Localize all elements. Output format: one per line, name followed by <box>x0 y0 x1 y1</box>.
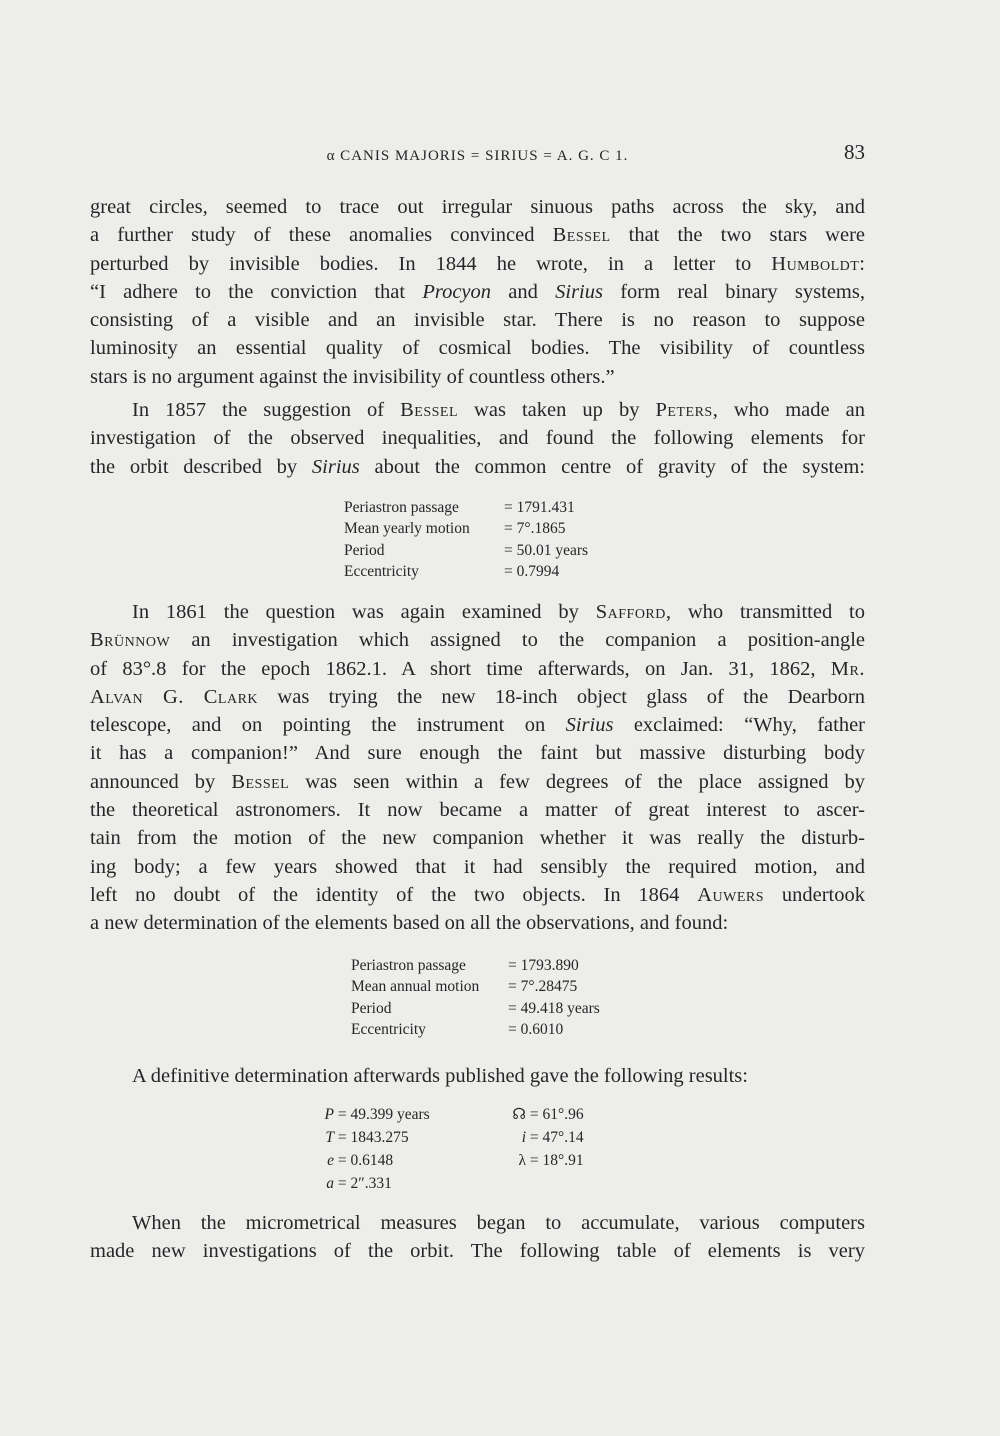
element-label: Period <box>351 999 392 1017</box>
star-sirius: Sirius <box>311 455 360 478</box>
result-value: = 61°.96 <box>529 1106 584 1123</box>
symbol-t: T <box>325 1129 334 1146</box>
element-value: = 1793.890 <box>508 957 579 974</box>
element-row <box>351 976 600 997</box>
element-row <box>351 998 600 1019</box>
name-bessel: Bessel <box>400 399 459 421</box>
text-line: perturbed by invisible bodies. In 1844 he wrote, in a letter to Humboldt: <box>90 252 865 275</box>
paragraph-safford-clark <box>90 598 865 938</box>
results-row <box>312 1172 632 1195</box>
text-line: announced by Bessel was seen within a few degrees of the place assigned by <box>90 770 865 793</box>
text-line: great circles, seemed to trace out irregular sinuous paths across the sky, and <box>90 196 865 218</box>
text-line: tain from the motion of the new companion whether it was really the disturb- <box>90 827 865 850</box>
text-line: the theoretical astronomers. It now became a matter of great interest to ascer- <box>90 799 865 822</box>
text-line: made new investigations of the orbit. The following table of elements is very <box>90 1240 865 1263</box>
element-label: Eccentricity <box>344 562 419 580</box>
name-auwers: Auwers <box>697 883 765 906</box>
name-bessel: Bessel <box>231 770 290 793</box>
element-label: Period <box>344 541 385 559</box>
text-line: “I adhere to the conviction that Procyon and Sirius form real binary systems, <box>90 280 865 303</box>
text-line: stars is no argument against the invisibility of countless others.” <box>90 365 615 388</box>
elements-table-peters <box>344 497 588 582</box>
text-line: luminosity an essential quality of cosmical bodies. The visibility of countless <box>90 337 865 360</box>
element-value: = 7°.28475 <box>508 978 578 996</box>
symbol-i: i <box>521 1129 526 1146</box>
element-label: Periastron passage <box>344 499 459 516</box>
result-value: = 18°.91 <box>529 1152 584 1169</box>
symbol-node: ☊ <box>512 1106 526 1123</box>
text-line: a further study of these anomalies convinced Bessel that the two stars were <box>90 224 865 247</box>
name-bessel: Bessel <box>552 224 611 247</box>
result-value: = 49.399 years <box>337 1106 430 1123</box>
element-value: = 49.418 years <box>508 999 600 1017</box>
paragraph-micrometrical <box>90 1209 865 1266</box>
text-line: it has a companion!” And sure enough the faint but massive disturbing body <box>90 742 865 765</box>
name-alvan-clark: Alvan G. Clark <box>90 685 259 708</box>
text-line: In 1857 the suggestion of Bessel was taken up by Peters, who made an <box>132 399 866 421</box>
results-row <box>312 1103 632 1126</box>
symbol-p: P <box>324 1106 334 1123</box>
element-row <box>344 497 588 518</box>
text-line: the orbit described by Sirius about the common centre of gravity of the system: <box>90 455 865 478</box>
text-line: A definitive determination afterwards published gave the following results: <box>132 1065 748 1087</box>
symbol-lambda: λ <box>518 1152 526 1169</box>
element-row <box>344 561 588 582</box>
name-humboldt: Humboldt <box>771 252 860 275</box>
paragraph-definitive <box>90 1062 865 1090</box>
star-sirius: Sirius <box>555 280 603 303</box>
result-value: = 47°.14 <box>529 1129 584 1146</box>
element-value: = 0.7994 <box>504 562 560 580</box>
text-line: When the micrometrical measures began to accumulate, various computers <box>132 1212 865 1234</box>
name-safford: Safford <box>595 601 666 623</box>
text-line: a new determination of the elements based on all the observations, and found: <box>90 912 729 935</box>
star-sirius: Sirius <box>565 714 614 737</box>
name-peters: Peters <box>655 399 713 421</box>
running-title: α CANIS MAJORIS = SIRIUS = A. G. C 1. <box>326 148 629 164</box>
text-line: ing body; a few years showed that it had sensibly the required motion, and <box>90 855 865 878</box>
text-line: Brünnow an investigation which assigned to the companion a position-angle <box>90 629 865 652</box>
element-row <box>351 955 600 976</box>
result-value: = 2″.331 <box>337 1175 392 1192</box>
results-row <box>312 1149 632 1172</box>
element-value: = 0.6010 <box>508 1020 564 1038</box>
element-row <box>344 518 588 539</box>
page-number: 83 <box>844 140 865 164</box>
result-value: = 1843.275 <box>337 1129 409 1146</box>
element-row <box>351 1019 600 1040</box>
definitive-results <box>312 1103 632 1195</box>
page-header <box>90 140 865 170</box>
text-line: Alvan G. Clark was trying the new 18-inch object glass of the Dearborn <box>90 685 865 708</box>
star-procyon: Procyon <box>422 280 492 303</box>
text-line: of 83°.8 for the epoch 1862.1. A short time afterwards, on Jan. 31, 1862, Mr. <box>90 657 865 680</box>
text-line: In 1861 the question was again examined by Safford, who transmitted to <box>132 601 865 623</box>
element-label: Mean annual motion <box>351 978 480 996</box>
element-label: Eccentricity <box>351 1020 426 1038</box>
results-row <box>312 1126 632 1149</box>
element-label: Periastron passage <box>351 957 466 974</box>
elements-table-auwers <box>351 955 600 1040</box>
text-line: left no doubt of the identity of the two objects. In 1864 Auwers undertook <box>90 883 866 906</box>
paragraph-peters <box>90 396 865 481</box>
name-brunnow: Brünnow <box>90 629 171 652</box>
text-line: investigation of the observed inequalities, and found the following elements for <box>90 427 865 450</box>
text-line: telescope, and on pointing the instrument on Sirius exclaimed: “Why, father <box>90 714 866 737</box>
element-value: = 1791.431 <box>504 499 575 516</box>
element-value: = 7°.1865 <box>504 520 566 538</box>
element-row <box>344 540 588 561</box>
paragraph-bessel-letter <box>90 193 865 391</box>
element-value: = 50.01 years <box>504 541 589 559</box>
text-line: consisting of a visible and an invisible star. There is no reason to suppose <box>90 309 865 332</box>
element-label: Mean yearly motion <box>344 520 470 538</box>
symbol-a: a <box>326 1175 334 1192</box>
result-value: = 0.6148 <box>337 1152 394 1169</box>
symbol-e: e <box>327 1152 334 1169</box>
